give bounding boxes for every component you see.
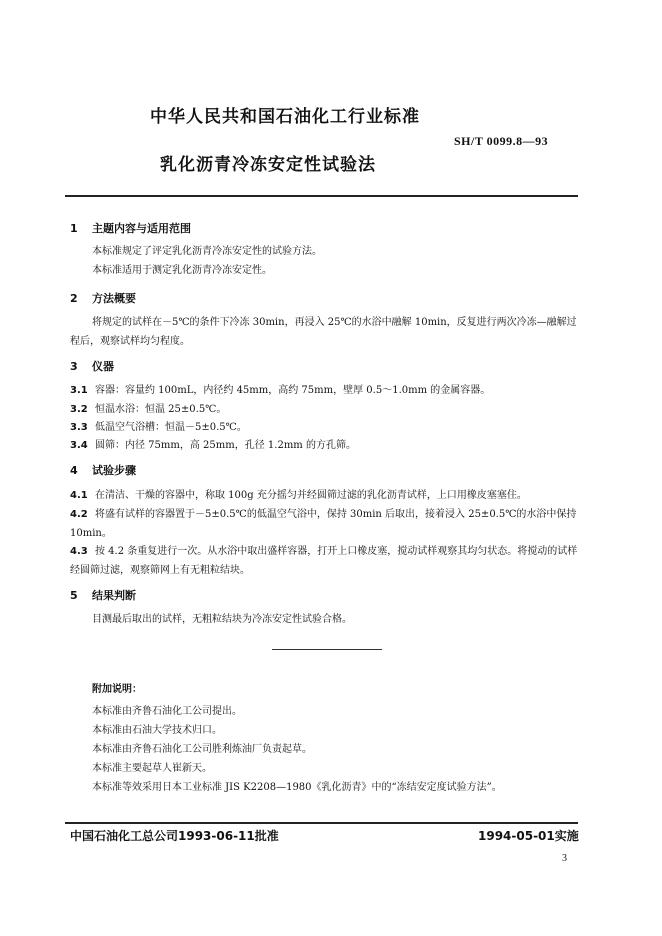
implementation-date: 1994-05-01实施	[478, 829, 579, 843]
clause-text: 容器：容量约 100mL，内径约 45mm，高约 75mm，壁厚 0.5～1.0mm 的金属容器。	[95, 385, 491, 396]
clause-text: 将盛有试样的容器置于－5±0.5℃的低温空气浴中，保持 30min 后取出，接着浸入 25±0.5℃的水浴中保持 10min。	[70, 509, 577, 539]
clause-4-3	[70, 542, 582, 580]
section-5-paragraph-1: 目测最后取出的试样，无粗粒结块为冷冻安定性试验合格。	[92, 614, 352, 625]
section-title: 主题内容与适用范围	[92, 222, 191, 235]
clause-text: 低温空气浴槽：恒温－5±0.5℃。	[95, 422, 247, 433]
section-title: 方法概要	[92, 292, 136, 305]
section-number: 3	[70, 360, 78, 373]
standard-organization: 中华人民共和国石油化工行业标准	[150, 107, 420, 127]
section-title: 结果判断	[92, 589, 136, 602]
section-heading-5	[70, 587, 136, 603]
clause-number: 3.4	[70, 440, 88, 451]
additional-note: 本标准由齐鲁石油化工公司提出。	[92, 706, 242, 717]
clause-number: 3.3	[70, 422, 88, 433]
section-number: 2	[70, 292, 78, 305]
section-heading-1	[70, 220, 191, 236]
clause-3-3	[70, 418, 582, 437]
clause-number: 4.2	[70, 509, 88, 520]
top-divider	[65, 195, 578, 197]
additional-note: 本标准由齐鲁石油化工公司胜利炼油厂负责起草。	[92, 744, 312, 755]
additional-note: 本标准主要起草人崔新天。	[92, 763, 212, 774]
section-number: 1	[70, 222, 78, 235]
clause-number: 3.2	[70, 404, 88, 415]
additional-notes-heading: 附加说明：	[92, 684, 142, 695]
clause-text: 按 4.2 条重复进行一次。从水浴中取出盛样容器，打开上口橡皮塞，搅动试样观察其均匀状态。将搅动的试样经圆筛过滤，观察筛网上有无粗粒结块。	[70, 546, 578, 576]
clause-text: 恒温水浴：恒温 25±0.5℃。	[95, 404, 227, 415]
additional-note: 本标准等效采用日本工业标准 JIS K2208—1980《乳化沥青》中的“冻结安定度试验方法”。	[92, 782, 502, 793]
clause-number: 4.1	[70, 490, 88, 501]
clause-number: 3.1	[70, 385, 88, 396]
document-title: 乳化沥青冷冻安定性试验法	[160, 155, 376, 175]
bottom-divider	[65, 822, 578, 824]
standard-code: SH/T 0099.8—93	[454, 134, 549, 148]
end-of-text-rule	[272, 649, 382, 650]
clause-4-1	[70, 486, 582, 505]
additional-note: 本标准由石油大学技术归口。	[92, 725, 222, 736]
section-title: 仪器	[92, 360, 114, 373]
clause-number: 4.3	[70, 546, 88, 557]
clause-3-4	[70, 436, 582, 455]
section-2-paragraph-1: 将规定的试样在－5℃的条件下冷冻 30min，再浸入 25℃的水浴中融解 10min，反复进行两次冷冻—融解过程后，观察试样均匀程度。	[70, 317, 577, 347]
approval-date: 中国石油化工总公司1993-06-11批准	[70, 829, 279, 843]
section-1-paragraph-1: 本标准规定了评定乳化沥青冷冻安定性的试验方法。	[92, 246, 322, 257]
clause-3-1	[70, 381, 582, 400]
clause-4-2	[70, 505, 582, 543]
clause-3-2	[70, 400, 582, 419]
section-1-paragraph-2: 本标准适用于测定乳化沥青冷冻安定性。	[92, 265, 272, 276]
clause-text: 在清洁、干燥的容器中，称取 100g 充分摇匀并经圆筛过滤的乳化沥青试样，上口用橡皮塞塞住。	[95, 490, 527, 501]
section-heading-4	[70, 462, 136, 478]
section-number: 4	[70, 464, 78, 477]
section-title: 试验步骤	[92, 464, 136, 477]
section-number: 5	[70, 589, 78, 602]
section-heading-3	[70, 358, 114, 374]
clause-text: 圆筛：内径 75mm，高 25mm，孔径 1.2mm 的方孔筛。	[95, 440, 356, 451]
page-number: 3	[562, 853, 567, 864]
section-heading-2	[70, 290, 136, 306]
